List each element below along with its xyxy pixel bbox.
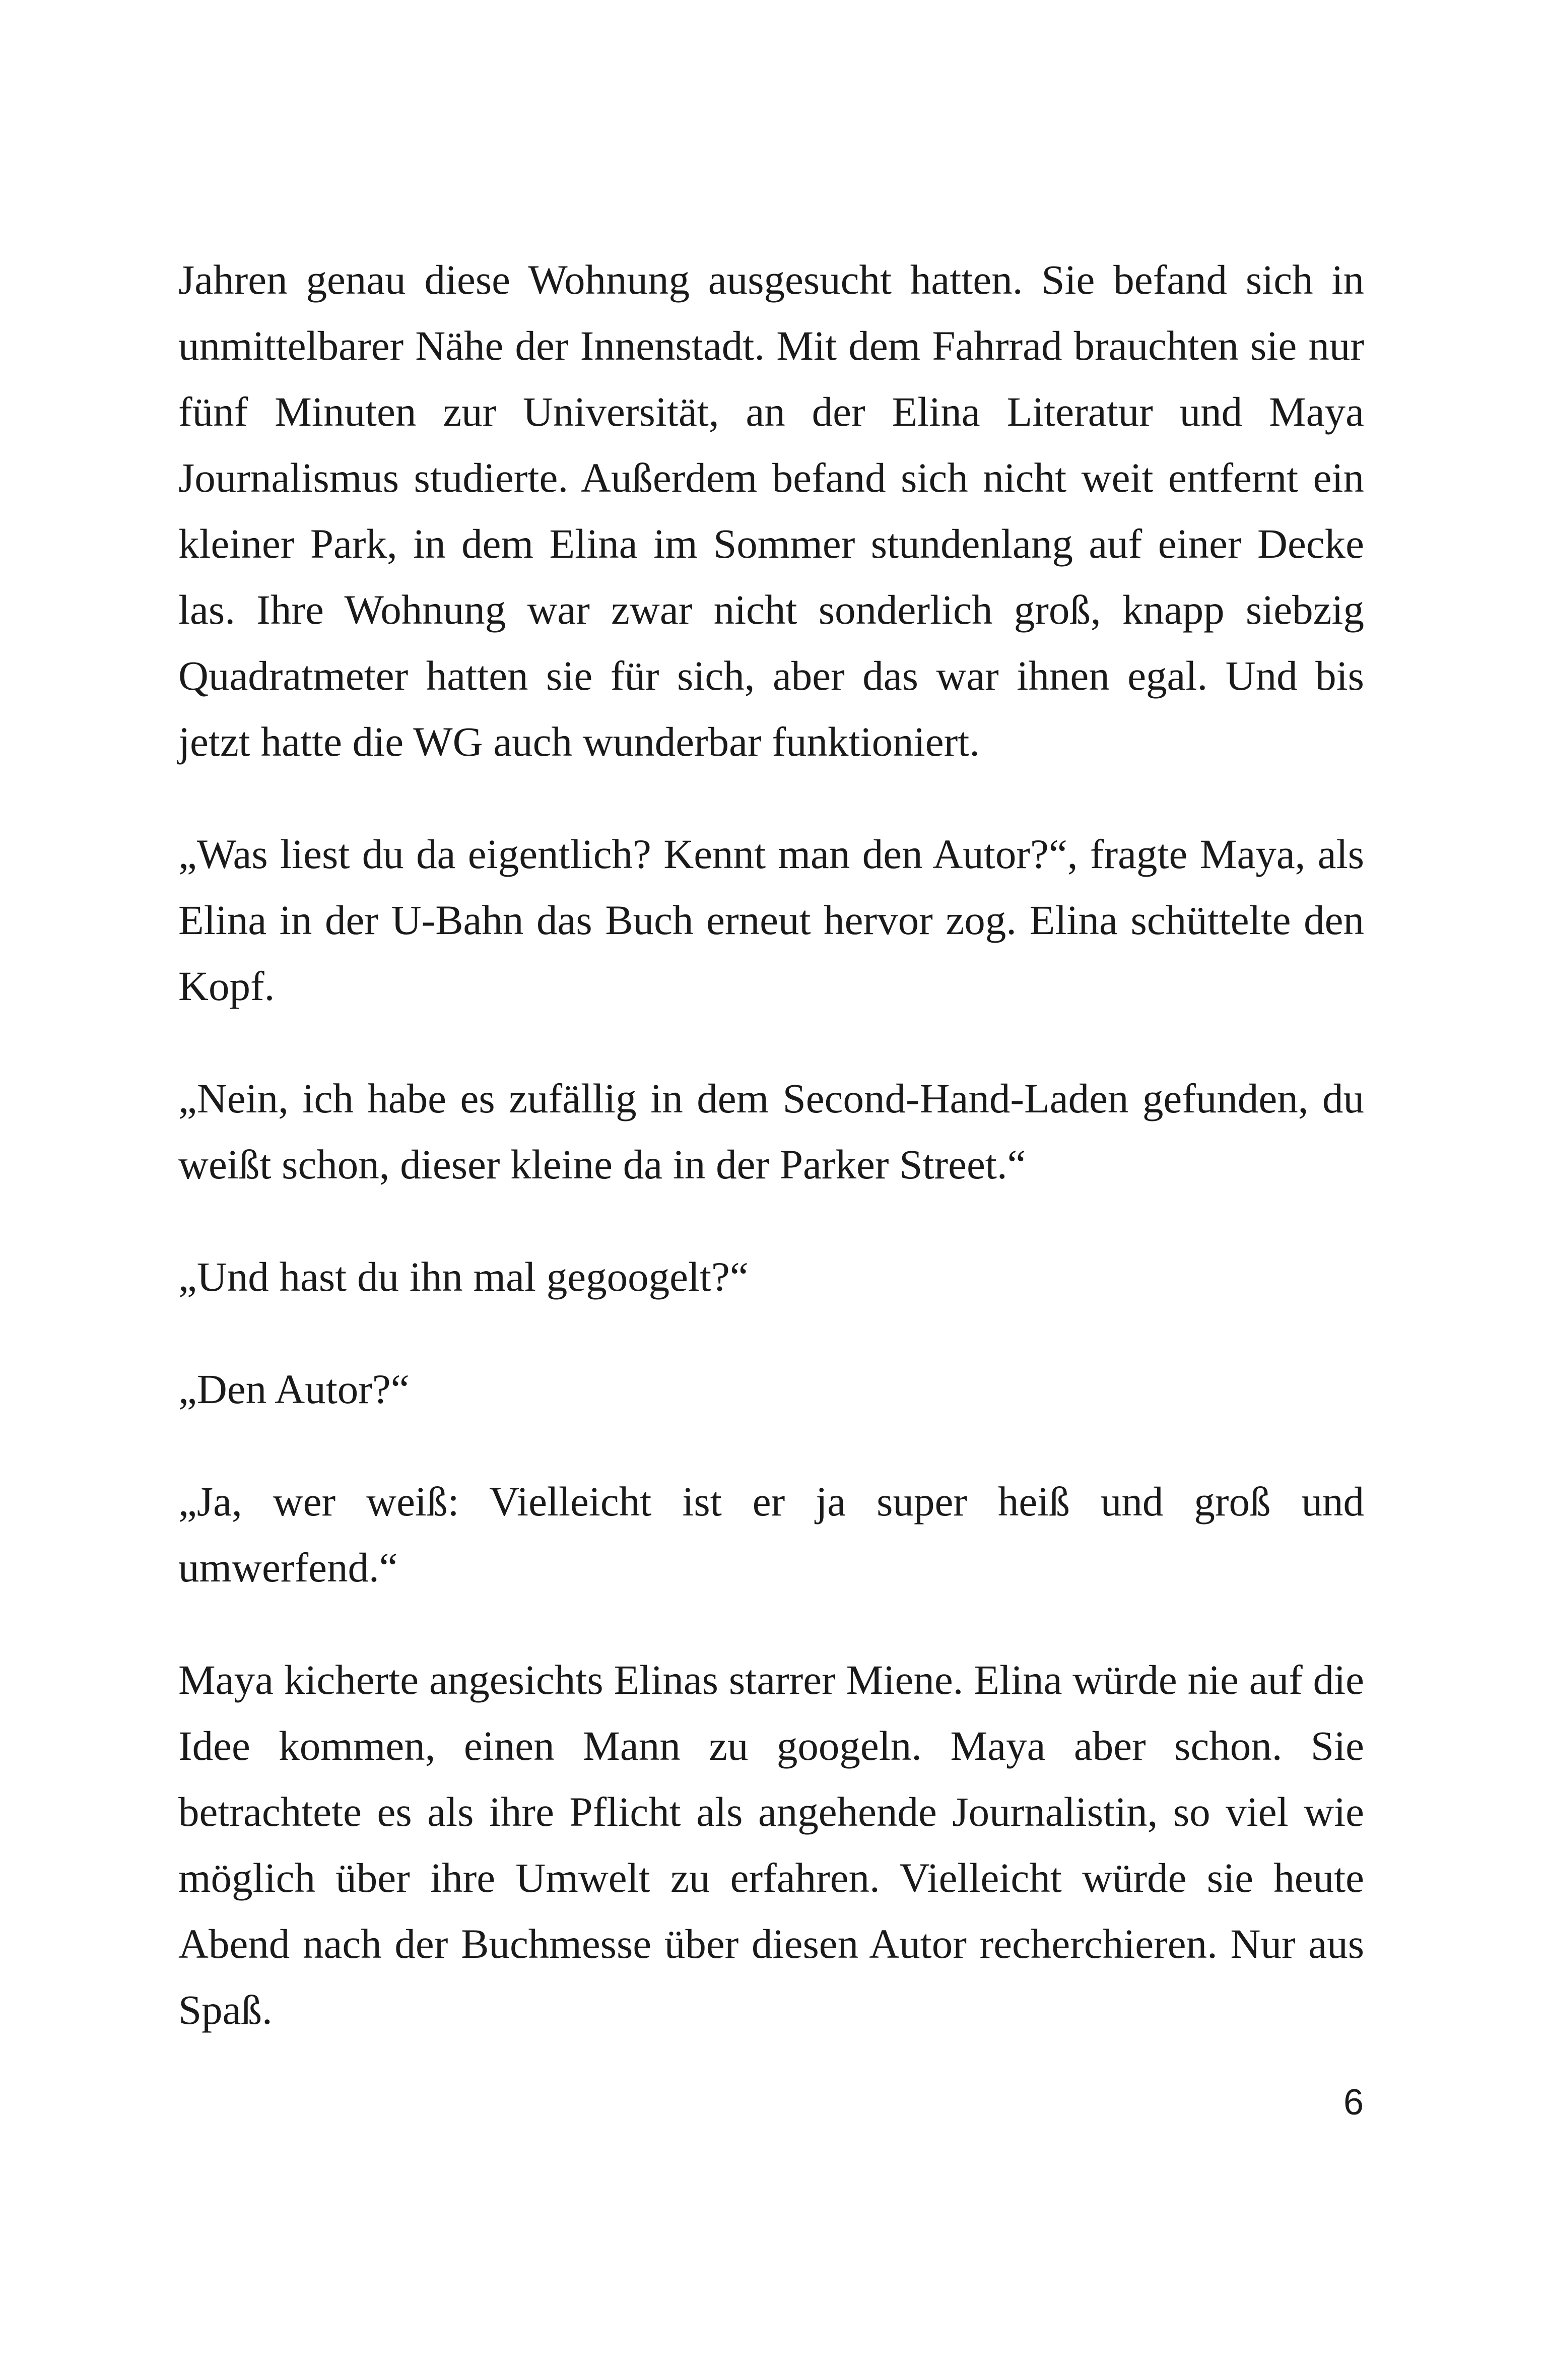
paragraph-maya-question: „Was liest du da eigentlich? Kennt man den Autor?“, fragte Maya, als Elina in der U-Bahn das Buch erneut hervor zog. Elina schüttelte den Kopf. — [178, 831, 1364, 1009]
paragraph-googled-question: „Und hast du ihn mal gegoogelt?“ — [178, 1253, 749, 1300]
paragraph-den-autor: „Den Autor?“ — [178, 1366, 410, 1412]
paragraph-elina-answer: „Nein, ich habe es zufällig in dem Second-Hand-Laden gefunden, du weißt schon, dieser kleine da in der Parker Street.“ — [178, 1075, 1364, 1187]
paragraph-apartment-description: Jahren genau diese Wohnung ausgesucht hatten. Sie befand sich in unmittelbarer Nähe der Innenstadt. Mit dem Fahrrad brauchten sie nur fünf Minuten zur Universität, an der Elina Literatur und Maya Journalismus studierte. Außerdem befand sich nicht weit entfernt ein kleiner Park, in dem Elina im Sommer stundenlang auf einer Decke las. Ihre Wohnung war zwar nicht sonderlich groß, knapp siebzig Quadratmeter hatten sie für sich, aber das war ihnen egal. Und bis jetzt hatte die WG auch wunderbar funktioniert. — [178, 256, 1364, 765]
body-text — [178, 247, 1364, 2043]
paragraph-maya-kicherte: Maya kicherte angesichts Elinas starrer Miene. Elina würde nie auf die Idee kommen, einen Mann zu googeln. Maya aber schon. Sie betrachtete es als ihre Pflicht als angehende Journalistin, so viel wie möglich über ihre Umwelt zu erfahren. Vielleicht würde sie heute Abend nach der Buchmesse über diesen Autor recherchieren. Nur aus Spaß. — [178, 1657, 1364, 2033]
page-number: 6 — [1343, 2082, 1364, 2123]
paragraph-ja-wer-weiss: „Ja, wer weiß: Vielleicht ist er ja super heiß und groß und umwerfend.“ — [178, 1478, 1364, 1591]
